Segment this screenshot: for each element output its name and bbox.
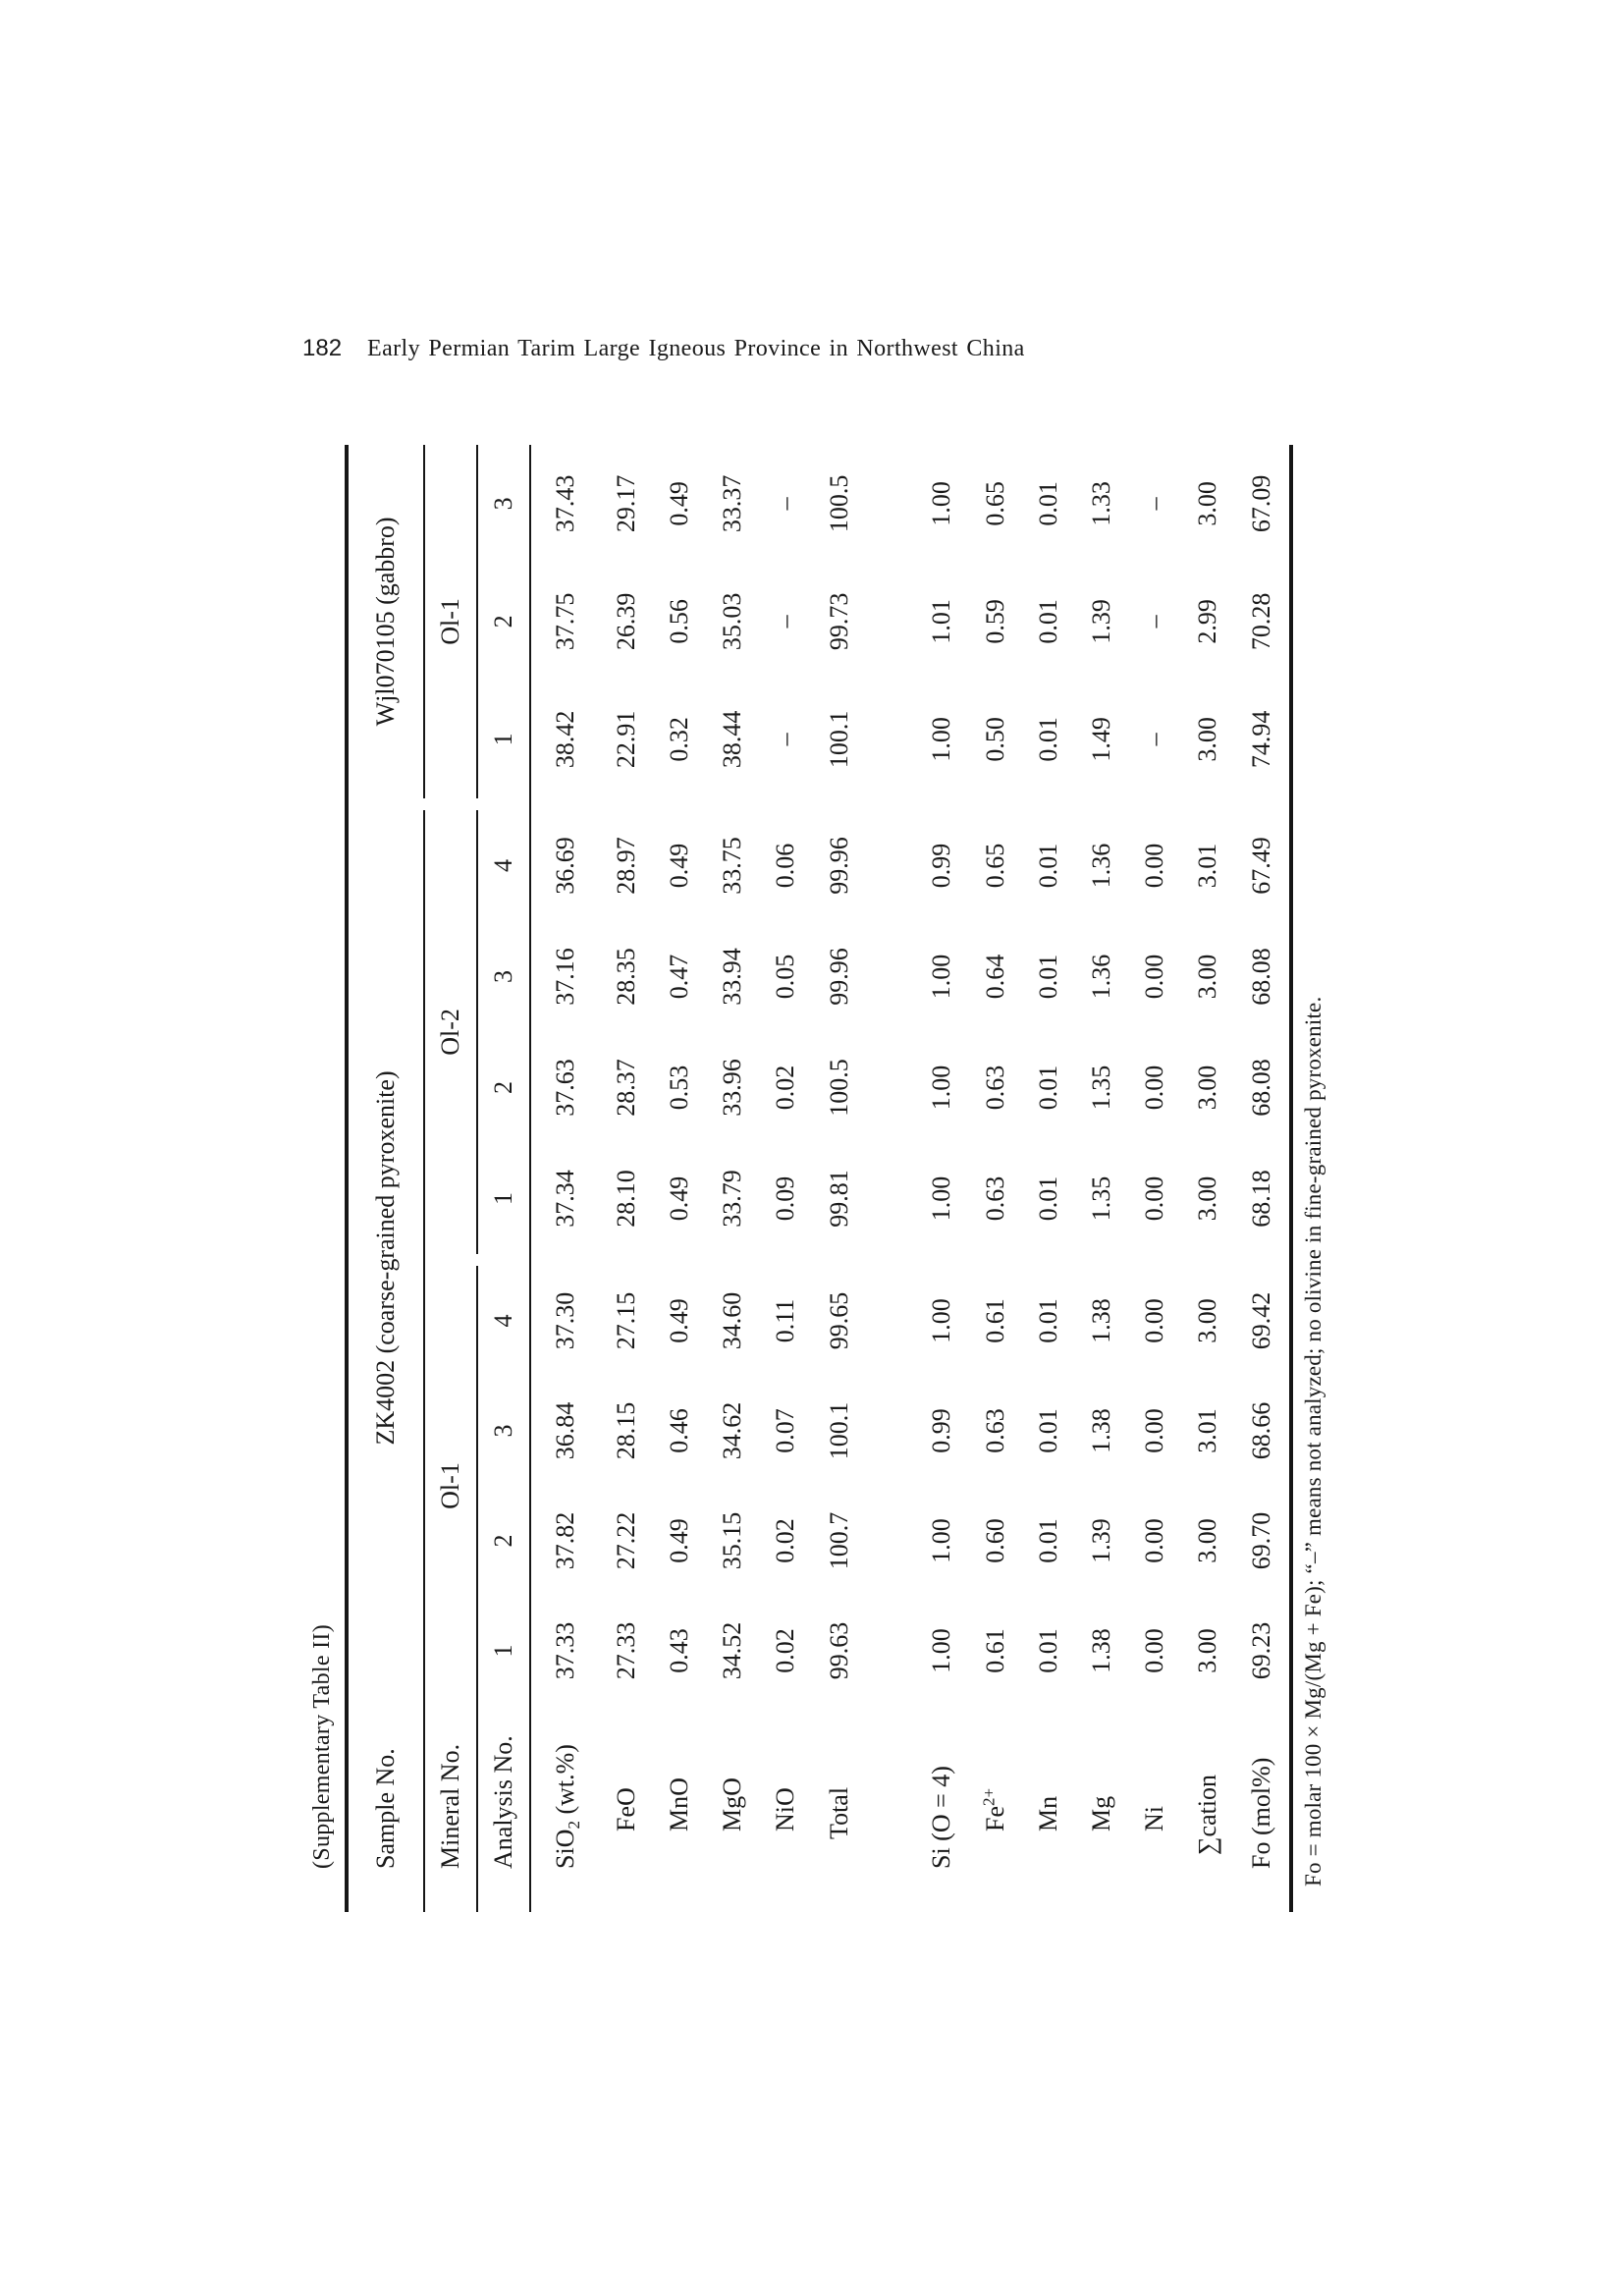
cell-nio: 0.06 — [771, 843, 799, 889]
cell-mn: 0.01 — [1034, 1628, 1062, 1673]
gap-cell — [1128, 1254, 1181, 1266]
cell-nio: 0.05 — [771, 954, 799, 1000]
cell-sio2: 37.30 — [551, 1291, 579, 1350]
cell-fe: 0.61 — [981, 1298, 1009, 1343]
cell-sio2: 36.84 — [551, 1401, 579, 1460]
sample-row — [349, 445, 425, 1912]
gap-cell — [1181, 1254, 1234, 1266]
cell-feo: 28.35 — [612, 948, 640, 1006]
rotated-table-inner — [299, 444, 1326, 1912]
table-caption: (Supplementary Table II) — [308, 1624, 335, 1869]
gap-cell — [531, 798, 600, 810]
cell-fo: 69.42 — [1247, 1291, 1275, 1350]
cell-sum: 3.00 — [1193, 1628, 1221, 1673]
cell-ni: – — [1140, 733, 1168, 746]
cell-mn: 0.01 — [1034, 481, 1062, 526]
cell-si: 1.00 — [927, 1298, 955, 1343]
analysis-col-header: 2 — [478, 1486, 531, 1596]
cell-nio: 0.02 — [771, 1518, 799, 1563]
cell-mg: 1.36 — [1087, 843, 1115, 889]
gap-cell — [1234, 798, 1289, 810]
gap-cell — [425, 1254, 478, 1266]
cell-total: 100.5 — [825, 1059, 853, 1117]
row-label-ni: Ni — [1140, 1806, 1168, 1831]
data-row-mgo — [706, 445, 759, 1912]
cell-fe: 0.65 — [981, 843, 1009, 889]
cell-mg: 1.38 — [1087, 1298, 1115, 1343]
gap-cell — [1022, 798, 1075, 810]
gap-cell — [1234, 1254, 1289, 1266]
data-row-mg — [1075, 445, 1128, 1912]
row-label-analysis: Analysis No. — [478, 1706, 531, 1912]
cell-total: 99.96 — [825, 948, 853, 1006]
cell-mno: 0.53 — [665, 1065, 693, 1111]
analysis-col-header: 1 — [478, 1143, 531, 1254]
cell-fo: 68.66 — [1247, 1401, 1275, 1460]
cell-si: 0.99 — [927, 1408, 955, 1453]
spacer-row — [867, 445, 914, 1912]
cell-fe: 0.63 — [981, 1408, 1009, 1453]
cell-total: 99.63 — [825, 1621, 853, 1680]
cell-si: 1.00 — [927, 717, 955, 762]
cell-total: 100.7 — [825, 1511, 853, 1570]
cell-sum: 3.01 — [1193, 1408, 1221, 1453]
gap-cell — [1075, 798, 1128, 810]
sample-group-header: Wjl070105 (gabbro) — [349, 445, 425, 798]
cell-mn: 0.01 — [1034, 599, 1062, 644]
row-label-total: Total — [825, 1786, 853, 1839]
cell-mgo: 33.96 — [718, 1059, 746, 1117]
cell-mno: 0.49 — [665, 481, 693, 526]
cell-ni: 0.00 — [1140, 1175, 1168, 1222]
cell-nio: 0.09 — [771, 1175, 799, 1222]
cell-mno: 0.46 — [665, 1408, 693, 1453]
analysis-col-header: 3 — [478, 921, 531, 1032]
cell-mgo: 35.15 — [718, 1511, 746, 1570]
gap-cell — [478, 1254, 531, 1266]
cell-sio2: 37.63 — [551, 1059, 579, 1117]
cell-fe: 0.61 — [981, 1628, 1009, 1673]
row-label-fo: Fo (mol%) — [1247, 1757, 1275, 1869]
gap-cell — [812, 1254, 867, 1266]
data-row-nio — [759, 445, 812, 1912]
row-label-mgo: MgO — [718, 1777, 746, 1831]
cell-mn: 0.01 — [1034, 1175, 1062, 1222]
cell-fo: 68.18 — [1247, 1170, 1275, 1228]
row-label-nio: NiO — [771, 1787, 799, 1831]
gap-cell — [600, 1254, 653, 1266]
cell-fe: 0.63 — [981, 1065, 1009, 1111]
cell-mno: 0.49 — [665, 1298, 693, 1343]
gap-cell — [653, 1254, 706, 1266]
cell-nio: 0.02 — [771, 1628, 799, 1673]
cell-mgo: 33.79 — [718, 1170, 746, 1228]
cell-mg: 1.38 — [1087, 1408, 1115, 1453]
gap-cell — [478, 798, 531, 810]
cell-nio: – — [771, 497, 799, 511]
cell-mg: 1.35 — [1087, 1175, 1115, 1222]
row-label-sio2: SiO$_2$ (wt.%) — [551, 1744, 584, 1869]
cell-sum: 3.00 — [1193, 717, 1221, 762]
cell-ni: – — [1140, 615, 1168, 629]
cell-feo: 28.97 — [612, 837, 640, 895]
cell-mn: 0.01 — [1034, 1518, 1062, 1563]
analysis-col-header: 3 — [478, 1376, 531, 1486]
data-row-total — [812, 445, 867, 1912]
cell-mgo: 33.37 — [718, 474, 746, 533]
cell-feo: 26.39 — [612, 592, 640, 651]
cell-total: 100.1 — [825, 710, 853, 769]
cell-mg: 1.35 — [1087, 1065, 1115, 1111]
cell-mno: 0.49 — [665, 1518, 693, 1563]
cell-feo: 27.22 — [612, 1511, 640, 1570]
cell-mg: 1.36 — [1087, 954, 1115, 1000]
cell-si: 1.00 — [927, 1518, 955, 1563]
row-label-mg: Mg — [1087, 1795, 1115, 1831]
cell-feo: 22.91 — [612, 710, 640, 769]
gap-cell — [914, 798, 969, 810]
cell-total: 100.1 — [825, 1401, 853, 1460]
cell-sio2: 36.69 — [551, 837, 579, 895]
gap-cell — [759, 798, 812, 810]
cell-si: 1.00 — [927, 1175, 955, 1222]
spacer-cell — [867, 445, 914, 1912]
cell-mg: 1.39 — [1087, 1518, 1115, 1563]
analysis-col-header: 2 — [478, 563, 531, 681]
cell-sum: 2.99 — [1193, 599, 1221, 644]
cell-sio2: 37.82 — [551, 1511, 579, 1570]
mineral-group-header: Ol-2 — [425, 810, 478, 1254]
table-footnote: Fo = molar 100 × Mg/(Mg + Fe); “–” means not analyzed; no olivine in fine-grained pyroxenite. — [1301, 996, 1325, 1886]
cell-nio: – — [771, 733, 799, 746]
cell-ni: 0.00 — [1140, 1408, 1168, 1453]
gap-cell — [531, 1254, 600, 1266]
cell-ni: 0.00 — [1140, 954, 1168, 1000]
cell-mn: 0.01 — [1034, 1408, 1062, 1453]
data-row-fo — [1234, 445, 1289, 1912]
cell-mn: 0.01 — [1034, 843, 1062, 889]
cell-sum: 3.00 — [1193, 954, 1221, 1000]
cell-fe: 0.50 — [981, 717, 1009, 762]
gap-cell — [914, 1254, 969, 1266]
cell-fo: 68.08 — [1247, 948, 1275, 1006]
cell-mgo: 34.52 — [718, 1621, 746, 1680]
gap-cell — [969, 798, 1022, 810]
cell-fe: 0.64 — [981, 954, 1009, 1000]
cell-mno: 0.32 — [665, 717, 693, 762]
cell-feo: 27.15 — [612, 1291, 640, 1350]
cell-total: 99.65 — [825, 1291, 853, 1350]
analysis-col-header: 1 — [478, 681, 531, 798]
cell-total: 100.5 — [825, 474, 853, 533]
cell-sum: 3.01 — [1193, 843, 1221, 889]
gap-cell — [1181, 798, 1234, 810]
data-row-mno — [653, 445, 706, 1912]
gap-cell — [1075, 1254, 1128, 1266]
cell-feo: 28.15 — [612, 1401, 640, 1460]
gap-cell — [600, 798, 653, 810]
cell-feo: 27.33 — [612, 1621, 640, 1680]
gap-cell — [1022, 1254, 1075, 1266]
cell-mno: 0.43 — [665, 1628, 693, 1673]
cell-mg: 1.39 — [1087, 599, 1115, 644]
sample-group-header: ZK4002 (coarse-grained pyroxenite) — [349, 810, 425, 1706]
cell-nio: 0.11 — [771, 1298, 799, 1343]
cell-mn: 0.01 — [1034, 717, 1062, 762]
gap-cell — [706, 1254, 759, 1266]
analysis-col-header: 4 — [478, 1266, 531, 1376]
row-label-mno: MnO — [665, 1777, 693, 1831]
cell-mgo: 33.75 — [718, 837, 746, 895]
cell-mn: 0.01 — [1034, 1065, 1062, 1111]
cell-si: 1.00 — [927, 954, 955, 1000]
cell-mgo: 34.62 — [718, 1401, 746, 1460]
data-row-feo — [600, 445, 653, 1912]
cell-mno: 0.56 — [665, 599, 693, 644]
cell-si: 1.00 — [927, 481, 955, 526]
analysis-col-header: 4 — [478, 810, 531, 921]
cell-sum: 3.00 — [1193, 1065, 1221, 1111]
running-title: Early Permian Tarim Large Igneous Province in Northwest China — [367, 336, 1025, 361]
cell-mg: 1.33 — [1087, 481, 1115, 526]
analysis-col-header: 1 — [478, 1596, 531, 1706]
gap-cell — [653, 798, 706, 810]
cell-fo: 69.23 — [1247, 1621, 1275, 1680]
cell-mgo: 38.44 — [718, 710, 746, 769]
cell-sio2: 37.33 — [551, 1621, 579, 1680]
analysis-col-header: 3 — [478, 445, 531, 563]
cell-mg: 1.38 — [1087, 1628, 1115, 1673]
cell-si: 1.00 — [927, 1065, 955, 1111]
cell-mno: 0.49 — [665, 843, 693, 889]
cell-fo: 67.49 — [1247, 837, 1275, 895]
cell-ni: 0.00 — [1140, 1628, 1168, 1673]
analysis-row — [478, 445, 531, 1912]
cell-si: 1.00 — [927, 1628, 955, 1673]
cell-nio: – — [771, 615, 799, 629]
cell-ni: 0.00 — [1140, 843, 1168, 889]
cell-fo: 70.28 — [1247, 592, 1275, 651]
gap-cell — [969, 1254, 1022, 1266]
cell-total: 99.96 — [825, 837, 853, 895]
row-label-fe: $Fe^{2+}$ — [979, 1787, 1009, 1831]
cell-ni: 0.00 — [1140, 1065, 1168, 1111]
cell-fo: 74.94 — [1247, 710, 1275, 769]
mineral-group-header: Ol-1 — [425, 1266, 478, 1706]
cell-sio2: 37.34 — [551, 1170, 579, 1228]
cell-sum: 3.00 — [1193, 481, 1221, 526]
row-label-feo: FeO — [612, 1787, 640, 1831]
cell-si: 0.99 — [927, 843, 955, 889]
cell-sum: 3.00 — [1193, 1518, 1221, 1563]
data-row-sio2 — [531, 445, 600, 1912]
cell-mg: 1.49 — [1087, 717, 1115, 762]
cell-mgo: 35.03 — [718, 592, 746, 651]
cell-sum: 3.00 — [1193, 1298, 1221, 1343]
cell-ni: 0.00 — [1140, 1298, 1168, 1343]
gap-cell — [759, 1254, 812, 1266]
cell-fo: 67.09 — [1247, 474, 1275, 533]
cell-fe: 0.60 — [981, 1518, 1009, 1563]
cell-sio2: 38.42 — [551, 710, 579, 769]
gap-cell — [706, 798, 759, 810]
running-head — [302, 335, 1025, 362]
data-row-si — [914, 445, 969, 1912]
row-label-si: Si (O = 4) — [927, 1766, 955, 1869]
data-row-mn — [1022, 445, 1075, 1912]
mineral-row — [425, 445, 478, 1912]
cell-mno: 0.47 — [665, 954, 693, 1000]
cell-fe: 0.65 — [981, 481, 1009, 526]
cell-feo: 29.17 — [612, 474, 640, 533]
cell-mn: 0.01 — [1034, 1298, 1062, 1343]
cell-total: 99.73 — [825, 592, 853, 651]
cell-fo: 68.08 — [1247, 1059, 1275, 1117]
cell-feo: 28.37 — [612, 1059, 640, 1117]
cell-mgo: 34.60 — [718, 1291, 746, 1350]
data-row-sum — [1181, 445, 1234, 1912]
cell-fe: 0.59 — [981, 599, 1009, 644]
mineral-group-header: Ol-1 — [425, 445, 478, 798]
gap-cell — [812, 798, 867, 810]
gap-cell — [349, 798, 425, 810]
mineral-analyses-table — [345, 445, 1293, 1912]
cell-sio2: 37.16 — [551, 948, 579, 1006]
cell-fo: 69.70 — [1247, 1511, 1275, 1570]
row-label-mn: Mn — [1034, 1795, 1062, 1831]
cell-fe: 0.63 — [981, 1175, 1009, 1222]
cell-feo: 28.10 — [612, 1170, 640, 1228]
cell-sio2: 37.43 — [551, 474, 579, 533]
cell-nio: 0.07 — [771, 1408, 799, 1453]
cell-ni: 0.00 — [1140, 1518, 1168, 1563]
cell-sio2: 37.75 — [551, 592, 579, 651]
cell-ni: – — [1140, 497, 1168, 511]
row-label-mineral: Mineral No. — [425, 1706, 478, 1912]
cell-si: 1.01 — [927, 599, 955, 644]
cell-nio: 0.02 — [771, 1065, 799, 1111]
cell-total: 99.81 — [825, 1170, 853, 1228]
gap-cell — [425, 798, 478, 810]
row-label-sum: ∑cation — [1193, 1774, 1221, 1855]
page-number: 182 — [302, 335, 343, 361]
cell-sum: 3.00 — [1193, 1175, 1221, 1222]
data-row-ni — [1128, 445, 1181, 1912]
analysis-col-header: 2 — [478, 1032, 531, 1143]
data-row-fe — [969, 445, 1022, 1912]
row-label-sample: Sample No. — [349, 1706, 425, 1912]
cell-mgo: 33.94 — [718, 948, 746, 1006]
cell-mno: 0.49 — [665, 1175, 693, 1222]
gap-cell — [1128, 798, 1181, 810]
cell-mn: 0.01 — [1034, 954, 1062, 1000]
rotated-table-region — [299, 444, 1326, 1912]
